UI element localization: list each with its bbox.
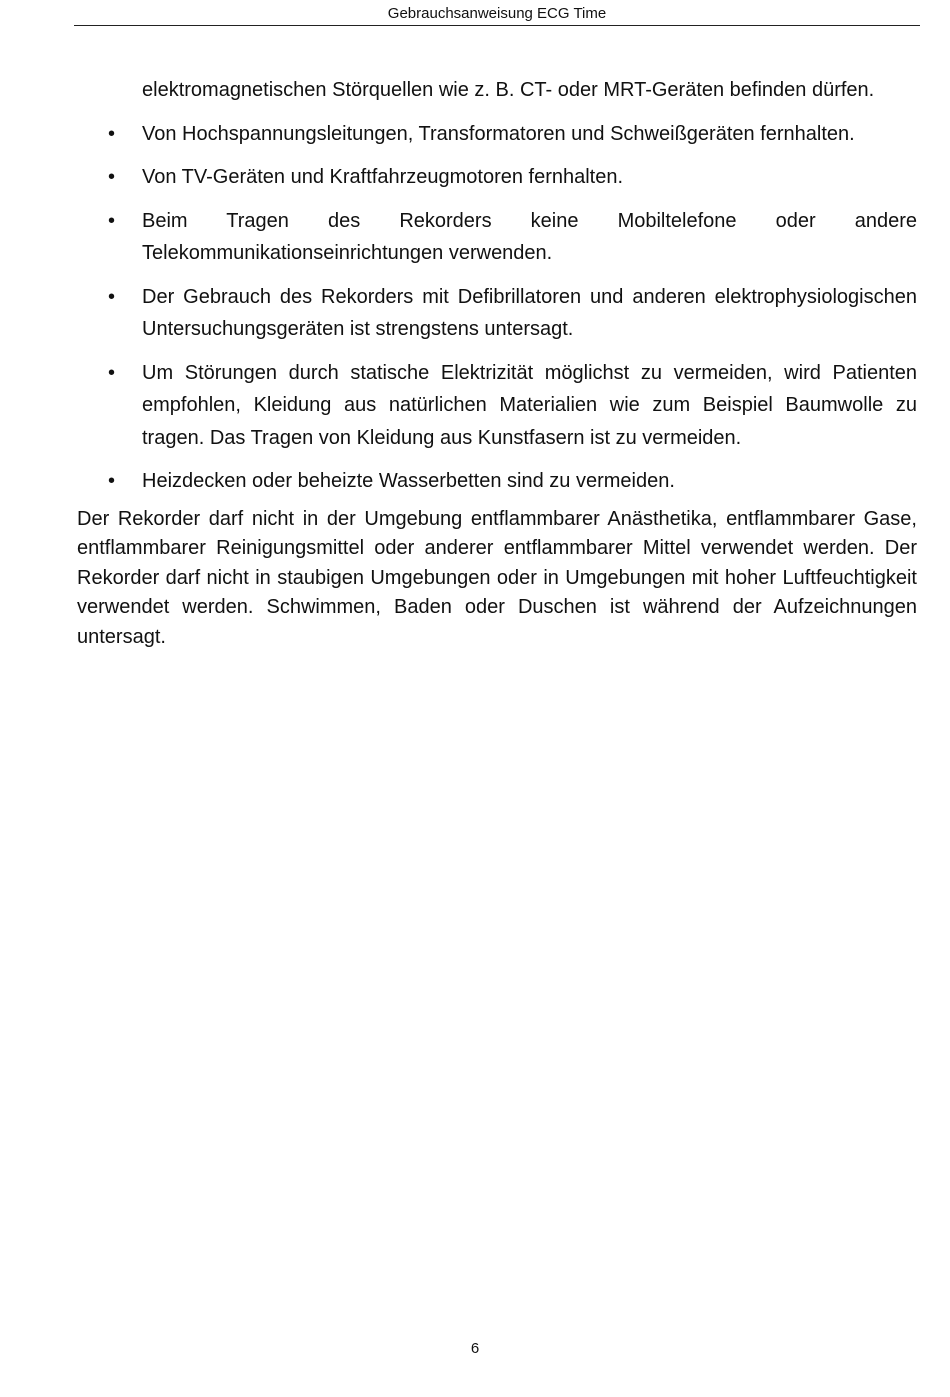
bullet-text: Von TV-Geräten und Kraftfahrzeugmotoren fernhalten. (142, 166, 624, 188)
bullet-icon: • (108, 122, 116, 145)
running-header (74, 0, 920, 26)
bullet-text: Um Störungen durch statische Elektrizität möglichst zu vermeiden, wird Patienten empfohlen, Kleidung aus natürlichen Materialien wie zum Beispiel Baumwolle zu tragen. Das Tragen von Kleidung aus Kunstfasern ist zu vermeiden. (142, 361, 917, 449)
bullet-item (77, 205, 917, 270)
bullet-icon: • (108, 285, 116, 308)
document-title: Gebrauchsanweisung ECG Time (387, 5, 607, 22)
bullet-item (77, 281, 917, 346)
bullet-icon: • (108, 209, 116, 232)
bullet-item (77, 465, 917, 498)
bullet-text: Der Gebrauch des Rekorders mit Defibrillatoren und anderen elektrophysiologischen Untersuchungsgeräten ist strengstens untersagt. (142, 285, 917, 340)
bullet-text: Heizdecken oder beheizte Wasserbetten sind zu vermeiden. (142, 470, 675, 492)
bullet-icon: • (108, 361, 116, 384)
bullet-text: Beim Tragen des Rekorders keine Mobiltelefone oder andere Telekommunikationseinrichtungen verwenden. (142, 209, 917, 264)
bullet-text: elektromagnetischen Störquellen wie z. B. CT- oder MRT-Geräten befinden dürfen. (142, 79, 875, 101)
page-number: 6 (470, 1340, 480, 1357)
bullet-item (77, 357, 917, 455)
bullet-icon: • (108, 166, 116, 188)
bullet-icon: • (108, 470, 116, 492)
bullet-continuation (77, 74, 917, 107)
bullet-text: Von Hochspannungsleitungen, Transformatoren und Schweißgeräten fernhalten. (142, 122, 855, 145)
bullet-item (77, 118, 917, 151)
safety-bullet-list (77, 74, 917, 498)
page-content (77, 74, 917, 652)
warning-paragraph: Der Rekorder darf nicht in der Umgebung entflammbarer Anästhetika, entflammbarer Gase, entflammbarer Reinigungsmittel oder anderer entflammbarer Mittel verwendet werden. Der Rekorder darf nicht in staubigen Umgebungen oder in Umgebungen mit hoher Luftfeuchtigkeit verwendet werden. Schwimmen, Baden oder Duschen ist während der Aufzeichnungen untersagt. (77, 507, 917, 648)
bullet-item (77, 161, 917, 194)
